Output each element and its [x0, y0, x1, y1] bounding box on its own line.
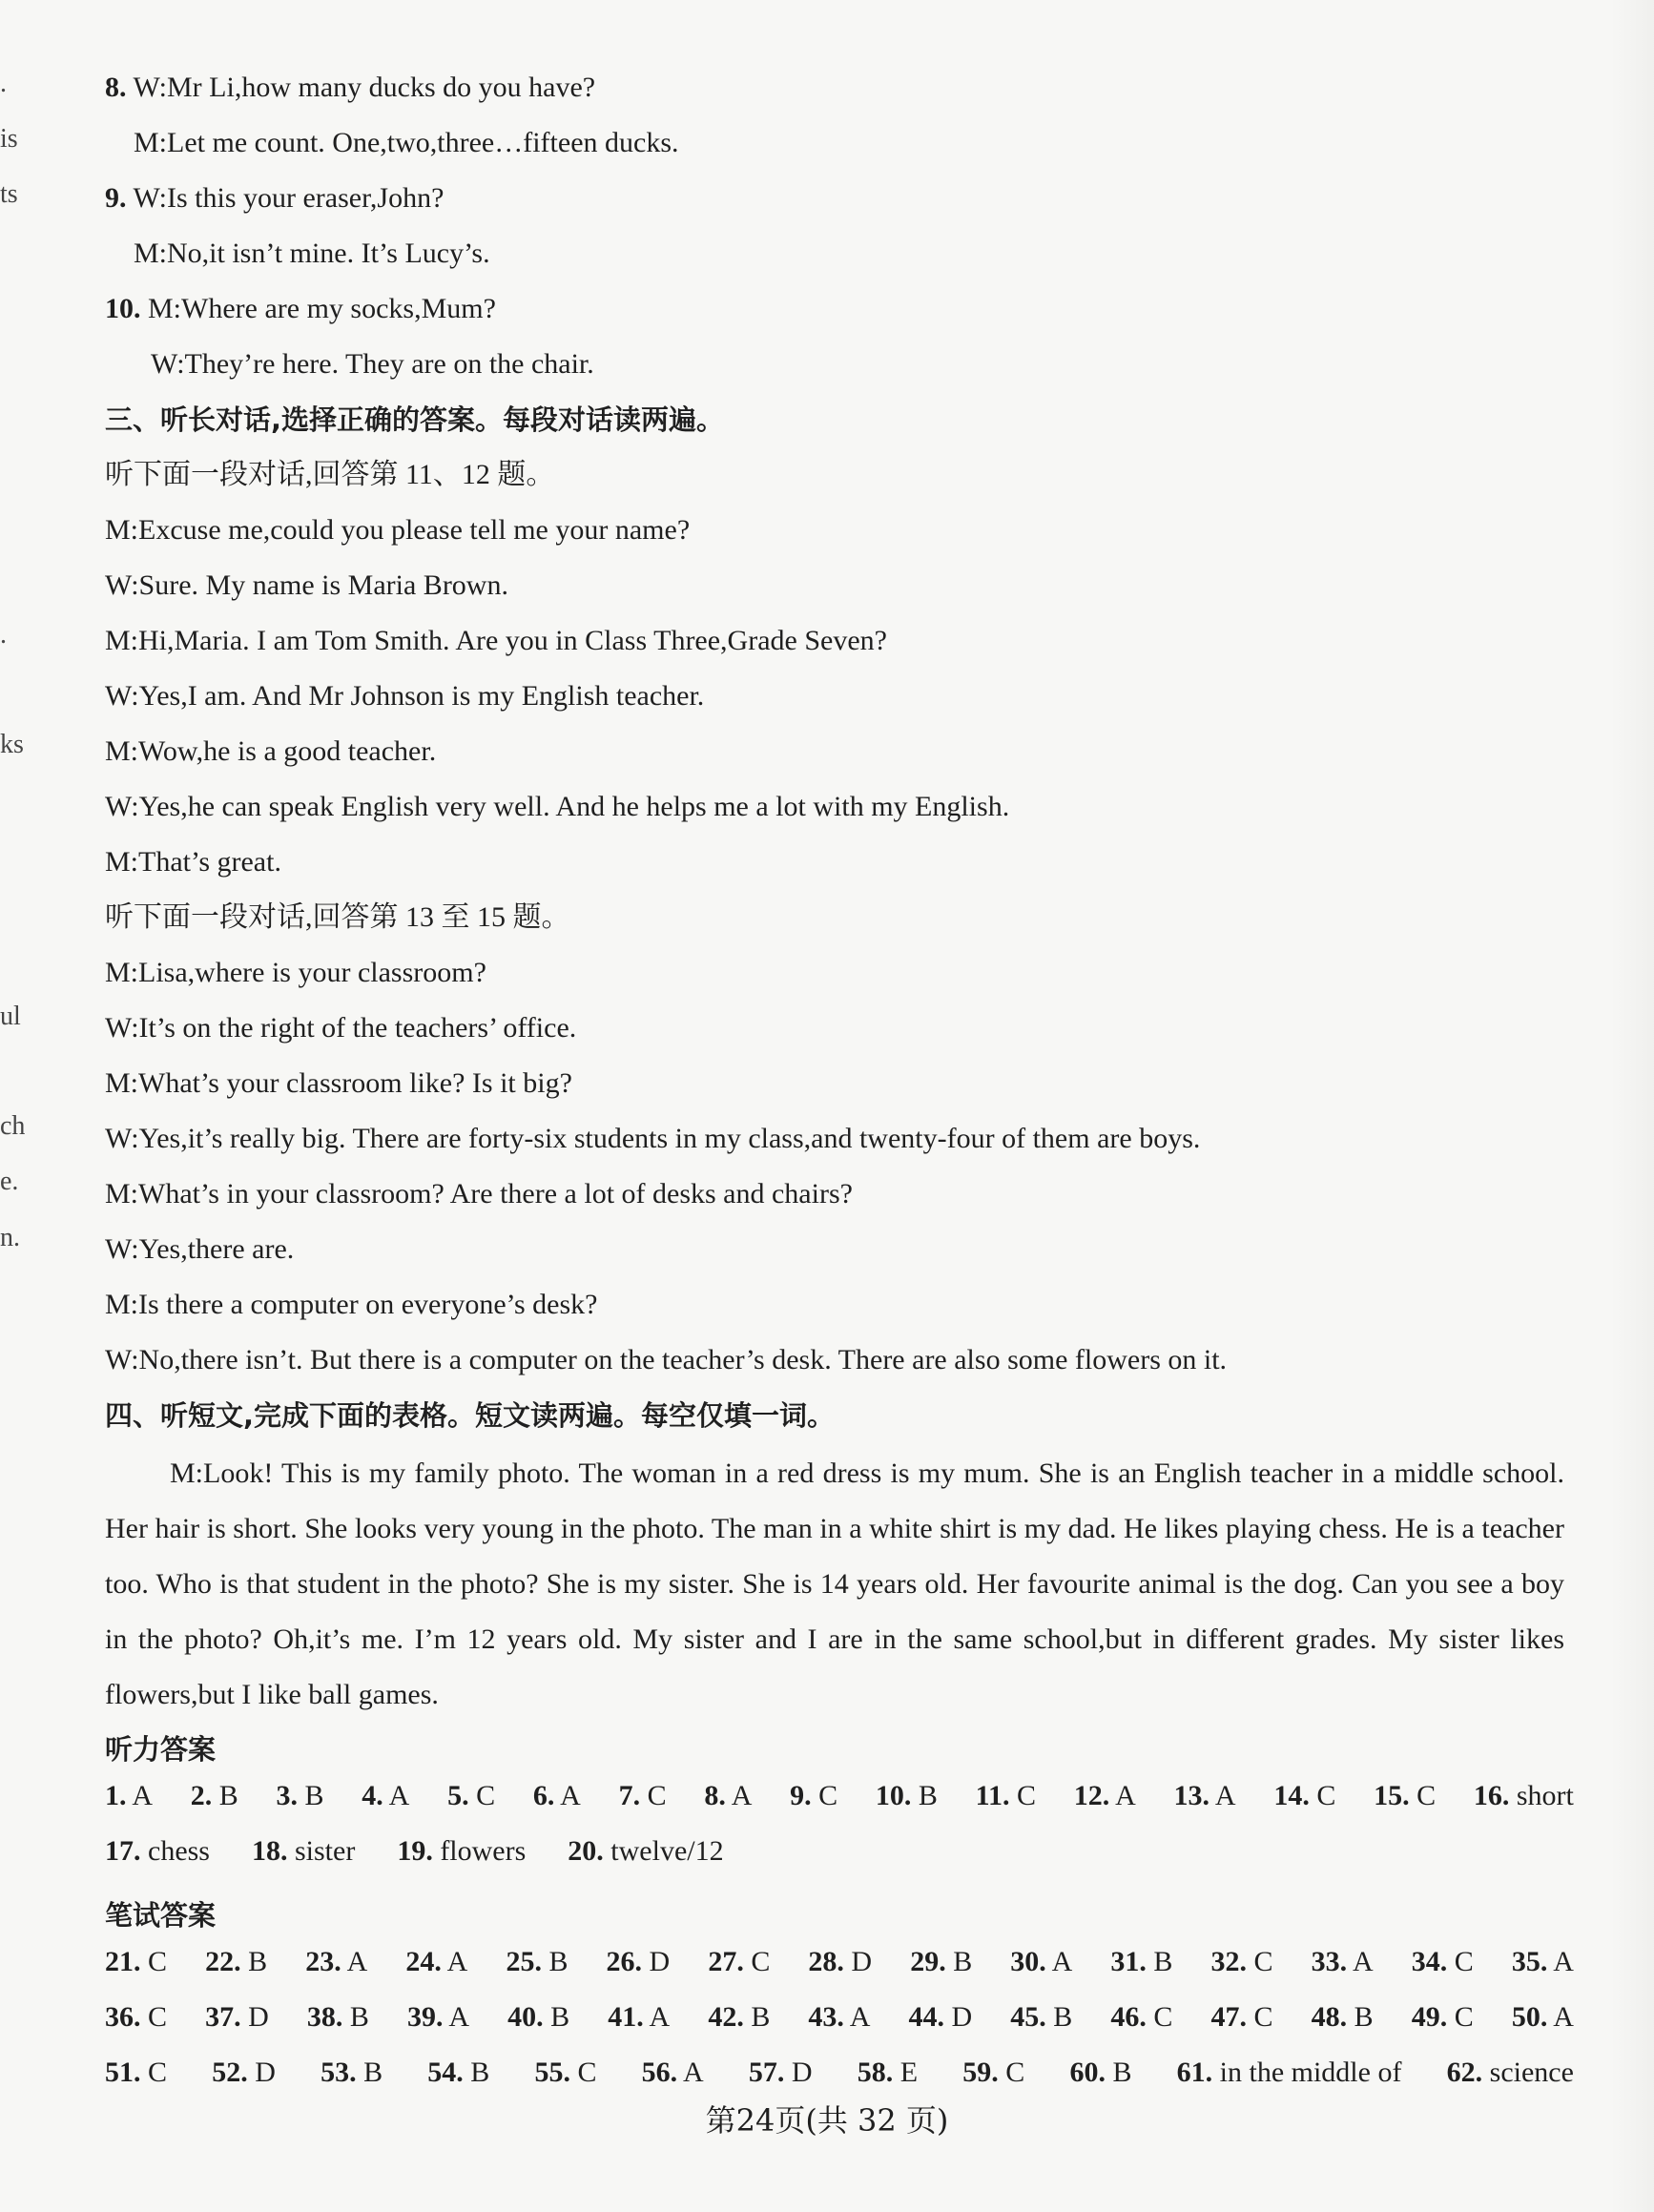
dialogue-line: W:No,there isn’t. But there is a computer on the teacher’s desk. There are also some flowers on it.: [105, 1344, 1228, 1375]
answer-number: 55.: [534, 2057, 570, 2088]
answer-number: 52.: [212, 2057, 248, 2088]
answer-item: [320, 2057, 382, 2089]
answer-number: 36.: [105, 2001, 141, 2033]
section-heading: 三、听长对话,选择正确的答案。每段对话读两遍。: [105, 403, 725, 436]
answer-value: D: [944, 2001, 973, 2033]
answer-number: 8.: [704, 1780, 726, 1811]
answer-number: 43.: [808, 2001, 844, 2033]
answer-value: C: [1009, 1780, 1037, 1811]
answer-value: C: [1247, 1946, 1273, 1977]
dialogue-text: M:Where are my socks,Mum?: [140, 293, 496, 324]
dialogue-line: W:Yes,he can speak English very well. And he helps me a lot with my English.: [105, 791, 1010, 822]
answer-number: 48.: [1311, 2001, 1348, 2033]
answer-item: [790, 1780, 837, 1812]
answer-item: [305, 1946, 367, 1978]
answer-item: [307, 2001, 369, 2034]
dialogue-line: [134, 124, 1602, 162]
answer-number: 56.: [641, 2057, 678, 2088]
answer-number: 6.: [532, 1780, 555, 1811]
answer-number: 19.: [397, 1835, 433, 1867]
answer-number: 45.: [1010, 2001, 1046, 2033]
answer-item: [608, 2001, 670, 2034]
question-number: 9.: [105, 182, 127, 214]
answer-item: [447, 1780, 495, 1812]
answer-number: 31.: [1110, 1946, 1147, 1977]
answer-number: 59.: [962, 2057, 999, 2088]
answer-number: 29.: [910, 1946, 946, 1977]
answer-value: C: [1409, 1780, 1437, 1811]
answer-number: 3.: [276, 1780, 299, 1811]
answer-value: C: [140, 1946, 168, 1977]
written-answers: [105, 1934, 1574, 2100]
answer-item: [105, 2001, 167, 2034]
dialogue-line: M:Is there a computer on everyone’s desk?: [105, 1289, 598, 1320]
answer-item: [704, 1780, 752, 1812]
answer-value: A: [1547, 1946, 1574, 1977]
instruction-line: 听下面一段对话,回答第 11、12 题。: [105, 459, 555, 490]
answer-value: C: [468, 1780, 496, 1811]
dialogue-text: M:Let me count. One,two,three…fifteen ducks.: [134, 127, 679, 158]
answer-value: C: [640, 1780, 667, 1811]
answer-value: B: [543, 2001, 570, 2033]
answer-value: A: [725, 1780, 753, 1811]
answer-item: [749, 2057, 813, 2089]
answer-item: [909, 2001, 973, 2034]
answer-value: A: [643, 2001, 671, 2033]
answer-number: 50.: [1511, 2001, 1548, 2033]
answer-item: [105, 2057, 167, 2089]
page-shadow: [1610, 0, 1654, 2212]
answer-item: [1211, 2001, 1273, 2034]
answer-number: 14.: [1273, 1780, 1310, 1811]
answer-value: C: [140, 2001, 168, 2033]
answer-number: 15.: [1374, 1780, 1410, 1811]
question-number: 10.: [105, 293, 141, 324]
edge-fragment: ks: [0, 730, 24, 759]
answer-number: 5.: [447, 1780, 469, 1811]
answer-number: 16.: [1473, 1780, 1510, 1811]
dialogue-text: W:Mr Li,how many ducks do you have?: [126, 72, 596, 103]
answer-value: B: [240, 1946, 268, 1977]
dialogue-line: M:What’s your classroom like? Is it big?: [105, 1067, 572, 1099]
edge-fragment: ts: [0, 179, 18, 209]
answer-number: 23.: [305, 1946, 341, 1977]
answer-value: E: [893, 2057, 919, 2088]
answer-number: 22.: [205, 1946, 241, 1977]
answer-item: [858, 2057, 918, 2089]
answer-value: C: [811, 1780, 838, 1811]
passage-text: M:Look! This is my family photo. The woman in a red dress is my mum. She is an English teacher in a middle school. Her hair is short. She looks very young in the photo. The man in a white shirt is my dad. He likes playing chess. He is a teacher too. Who is that student in the photo? She is my sister. She is 14 years old. Her favourite animal is the dog. Can you see a boy in the photo? Oh,it’s me. I’m 12 years old. My sister and I are in the same school,but in different grades. My sister likes flowers,but I like ball games.: [105, 1457, 1564, 1710]
answer-item: [105, 1835, 210, 1868]
answer-value: D: [642, 1946, 671, 1977]
dialogue-line: M:What’s in your classroom? Are there a lot of desks and chairs?: [105, 1178, 853, 1209]
written-answers-heading: 笔试答案: [105, 1899, 217, 1932]
answer-value: B: [1045, 2001, 1073, 2033]
dialogue-line: W:Sure. My name is Maria Brown.: [105, 569, 508, 601]
dialogue-line: W:Yes,I am. And Mr Johnson is my English teacher.: [105, 680, 705, 712]
answer-number: 42.: [708, 2001, 744, 2033]
dialogue-line: W:Yes,it’s really big. There are forty-six students in my class,and twenty-four of them are boys.: [105, 1123, 1201, 1154]
dialogue-line: M:Wow,he is a good teacher.: [105, 735, 437, 767]
edge-fragment: is: [0, 124, 18, 154]
answer-number: 2.: [190, 1780, 213, 1811]
answer-row: [105, 1768, 1574, 1824]
answer-item: [642, 2057, 704, 2089]
answer-value: B: [541, 1946, 569, 1977]
answer-item: [1273, 1780, 1335, 1812]
dialogue-line: [105, 290, 1574, 328]
answer-value: C: [998, 2057, 1025, 2088]
answer-number: 35.: [1511, 1946, 1548, 1977]
dialogue-line: [105, 179, 1574, 217]
answer-item: [1512, 2001, 1574, 2034]
answer-item: [1374, 1780, 1436, 1812]
page-footer: 第24页(共 32 页): [705, 2102, 949, 2139]
answer-item: [1074, 1780, 1136, 1812]
answer-number: 39.: [406, 2001, 444, 2033]
dialogue-line: M:That’s great.: [105, 846, 281, 878]
answer-item: [534, 2057, 596, 2089]
answer-value: A: [554, 1780, 581, 1811]
answer-item: [808, 2001, 870, 2034]
answer-number: 34.: [1411, 1946, 1448, 1977]
answer-item: [252, 1835, 355, 1868]
answer-value: A: [382, 1780, 410, 1811]
edge-fragment: .: [0, 620, 7, 650]
answer-item: [191, 1780, 238, 1812]
edge-fragment: ul: [0, 1002, 21, 1031]
dialogue-line: M:Lisa,where is your classroom?: [105, 957, 486, 988]
answer-value: C: [1447, 2001, 1474, 2033]
answer-item: [205, 2001, 269, 2034]
answer-value: A: [1209, 1780, 1236, 1811]
answer-number: 12.: [1073, 1780, 1110, 1811]
answer-number: 9.: [790, 1780, 812, 1811]
answer-value: C: [1309, 1780, 1336, 1811]
answer-item: [910, 1946, 972, 1978]
answer-value: D: [240, 2001, 269, 2033]
answer-item: [1474, 1780, 1574, 1812]
answer-number: 11.: [975, 1780, 1010, 1811]
answer-value: B: [212, 1780, 238, 1811]
answer-value: C: [1146, 2001, 1173, 2033]
answer-row: [105, 1934, 1574, 1990]
dialogue-line: W:Yes,there are.: [105, 1233, 295, 1265]
answer-number: 17.: [105, 1835, 141, 1867]
answer-value: D: [784, 2057, 813, 2088]
answer-value: A: [1547, 2001, 1574, 2033]
answer-value: A: [1347, 1946, 1374, 1977]
answer-number: 57.: [748, 2057, 785, 2088]
dialogue-line: [134, 235, 1602, 273]
section-heading: 四、听短文,完成下面的表格。短文读两遍。每空仅填一词。: [105, 1399, 836, 1432]
answer-value: B: [1347, 2001, 1374, 2033]
question-number: 8.: [105, 72, 127, 103]
answer-item: [568, 1835, 723, 1868]
answer-number: 54.: [427, 2057, 464, 2088]
answer-value: chess: [140, 1835, 210, 1867]
answer-number: 28.: [808, 1946, 844, 1977]
answer-item: [1069, 2057, 1131, 2089]
answer-value: B: [945, 1946, 973, 1977]
answer-number: 62.: [1446, 2057, 1483, 2088]
answer-value: A: [1109, 1780, 1136, 1811]
dialogue-text: M:No,it isn’t mine. It’s Lucy’s.: [134, 238, 490, 269]
answer-item: [808, 1946, 872, 1978]
listening-answers-heading: 听力答案: [105, 1733, 217, 1766]
answer-number: 4.: [362, 1780, 383, 1811]
answer-item: [533, 1780, 581, 1812]
answer-item: [976, 1780, 1036, 1812]
answer-item: [708, 2001, 770, 2034]
answer-item: [407, 2001, 469, 2034]
answer-value: A: [126, 1780, 154, 1811]
answer-item: [105, 1780, 153, 1812]
answer-item: [1512, 1946, 1574, 1978]
answer-value: C: [1447, 1946, 1474, 1977]
edge-fragment: n.: [0, 1223, 20, 1252]
listening-answers: [105, 1768, 1574, 1879]
answer-number: 10.: [875, 1780, 912, 1811]
answer-value: C: [569, 2057, 597, 2088]
answer-number: 37.: [205, 2001, 241, 2033]
answer-value: C: [1247, 2001, 1273, 2033]
answer-number: 26.: [606, 1946, 643, 1977]
answer-value: sister: [287, 1835, 356, 1867]
answer-value: B: [342, 2001, 369, 2033]
answer-value: A: [443, 2001, 469, 2033]
answer-item: [1110, 2001, 1172, 2034]
answer-item: [277, 1780, 324, 1812]
answer-value: B: [463, 2057, 490, 2088]
answer-number: 46.: [1110, 2001, 1147, 2033]
answer-number: 32.: [1210, 1946, 1248, 1977]
answer-value: C: [140, 2057, 168, 2088]
answer-item: [1010, 2001, 1072, 2034]
answer-item: [1312, 2001, 1374, 2034]
answer-item: [105, 1946, 167, 1978]
answer-number: 60.: [1069, 2057, 1106, 2088]
answer-value: A: [1045, 1946, 1073, 1977]
instruction-line: 听下面一段对话,回答第 13 至 15 题。: [105, 901, 570, 933]
dialogue-text: W:They’re here. They are on the chair.: [151, 348, 594, 380]
answer-value: A: [441, 1946, 468, 1977]
answer-number: 24.: [405, 1946, 442, 1977]
answer-item: [1110, 1946, 1172, 1978]
answer-value: A: [677, 2057, 704, 2088]
answer-number: 27.: [708, 1946, 744, 1977]
answer-item: [1174, 1780, 1236, 1812]
answer-number: 33.: [1311, 1946, 1348, 1977]
answer-row: [105, 1990, 1574, 2045]
answer-value: B: [911, 1780, 938, 1811]
answer-number: 30.: [1010, 1946, 1046, 1977]
answer-item: [708, 1946, 770, 1978]
answer-item: [1447, 2057, 1574, 2089]
answer-value: B: [356, 2057, 383, 2088]
answer-number: 61.: [1176, 2057, 1213, 2088]
answer-value: D: [843, 1946, 873, 1977]
answer-value: science: [1482, 2057, 1574, 2088]
dialogue-line: [105, 69, 1574, 107]
edge-fragment: ch: [0, 1111, 26, 1141]
answer-value: flowers: [432, 1835, 527, 1867]
answer-number: 20.: [568, 1835, 604, 1867]
answer-item: [397, 1835, 526, 1868]
answer-value: twelve/12: [603, 1835, 724, 1867]
answer-value: in the middle of: [1212, 2057, 1402, 2088]
answer-number: 53.: [320, 2057, 357, 2088]
answer-value: short: [1509, 1780, 1574, 1811]
answer-number: 38.: [306, 2001, 343, 2033]
dialogue-line: W:It’s on the right of the teachers’ office.: [105, 1012, 577, 1044]
answer-value: B: [743, 2001, 771, 2033]
dialogue-line: [151, 345, 1620, 383]
answer-item: [962, 2057, 1024, 2089]
answer-value: C: [743, 1946, 771, 1977]
answer-item: [212, 2057, 276, 2089]
answer-value: B: [1105, 2057, 1132, 2088]
answer-item: [362, 1780, 409, 1812]
answer-number: 7.: [618, 1780, 641, 1811]
answer-item: [205, 1946, 267, 1978]
answer-value: D: [247, 2057, 276, 2088]
answer-number: 44.: [908, 2001, 945, 2033]
answer-number: 40.: [507, 2001, 544, 2033]
answer-item: [607, 1946, 671, 1978]
answer-item: [1312, 1946, 1374, 1978]
answer-item: [1412, 2001, 1474, 2034]
answer-item: [876, 1780, 938, 1812]
answer-item: [507, 2001, 569, 2034]
answer-item: [1211, 1946, 1273, 1978]
answer-number: 41.: [608, 2001, 644, 2033]
answer-row: [105, 1824, 1574, 1879]
answer-item: [405, 1946, 467, 1978]
answer-item: [427, 2057, 489, 2089]
answer-number: 51.: [105, 2057, 141, 2088]
answer-number: 18.: [251, 1835, 288, 1867]
dialogue-line: M:Excuse me,could you please tell me your name?: [105, 514, 691, 546]
answer-item: [1010, 1946, 1072, 1978]
answer-row: [105, 2045, 1574, 2100]
answer-value: A: [341, 1946, 368, 1977]
answer-value: B: [298, 1780, 324, 1811]
answer-item: [506, 1946, 568, 1978]
answer-item: [1412, 1946, 1474, 1978]
answer-item: [1177, 2057, 1402, 2089]
answer-number: 58.: [857, 2057, 894, 2088]
dialogue-text: W:Is this your eraser,John?: [126, 182, 445, 214]
answer-value: B: [1146, 1946, 1173, 1977]
answer-number: 47.: [1210, 2001, 1248, 2033]
answer-number: 25.: [506, 1946, 542, 1977]
answer-number: 21.: [105, 1946, 141, 1977]
edge-fragment: .: [0, 69, 7, 98]
answer-number: 13.: [1173, 1780, 1210, 1811]
answer-number: 49.: [1411, 2001, 1448, 2033]
answer-value: A: [843, 2001, 871, 2033]
answer-item: [619, 1780, 667, 1812]
dialogue-line: M:Hi,Maria. I am Tom Smith. Are you in Class Three,Grade Seven?: [105, 625, 887, 656]
edge-fragment: e.: [0, 1167, 19, 1196]
answer-number: 1.: [105, 1780, 127, 1811]
